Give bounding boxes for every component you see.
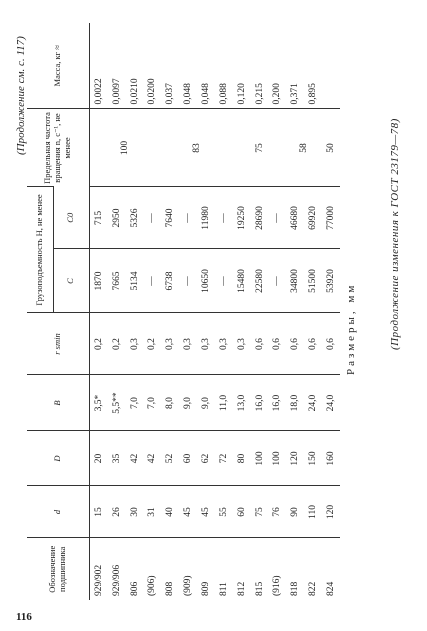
sizes-caption: Размеры, мм <box>345 282 357 375</box>
cell-C0: 7640 <box>161 187 179 249</box>
cell-C0: — <box>215 187 233 249</box>
header-note: (Продолжение изменения к ГОСТ 23179—78) <box>389 118 401 350</box>
cell-D: 42 <box>126 431 144 486</box>
cell-d: 31 <box>143 486 161 538</box>
cell-C0: 5326 <box>126 187 144 249</box>
cell-C: 5134 <box>126 249 144 313</box>
cell-d: 45 <box>179 486 197 538</box>
cell-C0: 46680 <box>286 187 304 249</box>
cell-r: 0,2 <box>89 313 108 375</box>
cell-B: 5,5** <box>108 375 126 431</box>
cell-designation: 929/902 <box>89 538 108 600</box>
cell-mass: 0,371 <box>290 83 301 105</box>
cell-D: 100 <box>268 431 286 486</box>
cell-d: 40 <box>161 486 179 538</box>
cell-B: 7,0 <box>126 375 144 431</box>
table-row <box>89 23 108 600</box>
cell-B: 18,0 <box>286 375 304 431</box>
col-header-load-group: Грузоподъемность Н, не менее <box>27 187 53 313</box>
table-row <box>286 23 304 600</box>
cell-C: 15480 <box>233 249 251 313</box>
cell-r: 0,6 <box>251 313 269 375</box>
cell-r: 0,3 <box>197 313 215 375</box>
cell-d: 30 <box>126 486 144 538</box>
cell-mass: 0,048 <box>200 83 211 105</box>
cell-speed: 50 <box>322 109 340 187</box>
cell-r: 0,3 <box>161 313 179 375</box>
cell-designation: 818 <box>286 538 304 600</box>
cell-B: 16,0 <box>268 375 286 431</box>
cell-designation: (909) <box>179 538 197 600</box>
cell-speed: 83 <box>161 109 232 187</box>
cell-designation: (906) <box>143 538 161 600</box>
cell-C: — <box>215 249 233 313</box>
cell-C0: 11980 <box>197 187 215 249</box>
col-header-d: d <box>27 486 89 538</box>
cell-designation: 929/906 <box>108 538 126 600</box>
cell-mass: 0,200 <box>272 83 283 105</box>
cell-B: 7,0 <box>143 375 161 431</box>
cell-C: 51500 <box>304 249 322 313</box>
cell-D: 20 <box>89 431 108 486</box>
cell-mass: 0,0022 <box>93 78 104 105</box>
cell-D: 150 <box>304 431 322 486</box>
cell-B: 24,0 <box>304 375 322 431</box>
cell-C: 6738 <box>161 249 179 313</box>
cell-designation: 822 <box>304 538 322 600</box>
cell-designation: 812 <box>233 538 251 600</box>
cell-designation: 806 <box>126 538 144 600</box>
cell-D: 72 <box>215 431 233 486</box>
cell-C0: 2950 <box>108 187 126 249</box>
cell-mass: 0,895 <box>308 83 319 105</box>
cell-B: 11,0 <box>215 375 233 431</box>
cell-C: 34800 <box>286 249 304 313</box>
cell-C: 53920 <box>322 249 340 313</box>
cell-C0: 77000 <box>322 187 340 249</box>
cell-D: 120 <box>286 431 304 486</box>
cell-r: 0,6 <box>268 313 286 375</box>
cell-D: 42 <box>143 431 161 486</box>
page-number: 116 <box>16 611 32 623</box>
cell-designation: 824 <box>322 538 340 600</box>
cell-mass <box>322 23 340 109</box>
cell-C0: — <box>268 187 286 249</box>
cell-r: 0,2 <box>108 313 126 375</box>
cell-B: 9,0 <box>179 375 197 431</box>
cell-C: 1870 <box>89 249 108 313</box>
cell-designation: 811 <box>215 538 233 600</box>
footer-note: (Продолжение см. с. 117) <box>15 36 27 155</box>
cell-r: 0,6 <box>286 313 304 375</box>
cell-mass: 0,088 <box>218 83 229 105</box>
cell-designation: (916) <box>268 538 286 600</box>
cell-C0: 715 <box>89 187 108 249</box>
cell-B: 9,0 <box>197 375 215 431</box>
cell-mass: 0,048 <box>183 83 194 105</box>
cell-speed: 75 <box>233 109 287 187</box>
cell-r: 0,3 <box>126 313 144 375</box>
cell-C0: 69920 <box>304 187 322 249</box>
cell-designation: 815 <box>251 538 269 600</box>
cell-D: 80 <box>233 431 251 486</box>
cell-mass: 0,0210 <box>129 78 140 105</box>
cell-D: 160 <box>322 431 340 486</box>
cell-C: — <box>268 249 286 313</box>
cell-r: 0,3 <box>179 313 197 375</box>
cell-C: 22580 <box>251 249 269 313</box>
cell-speed: 100 <box>89 109 161 187</box>
cell-speed: 58 <box>286 109 322 187</box>
cell-designation: 809 <box>197 538 215 600</box>
cell-mass: 0,215 <box>254 83 265 105</box>
cell-D: 35 <box>108 431 126 486</box>
cell-D: 60 <box>179 431 197 486</box>
cell-r: 0,2 <box>143 313 161 375</box>
cell-designation: 808 <box>161 538 179 600</box>
cell-C0: 19250 <box>233 187 251 249</box>
col-header-B: B <box>27 375 89 431</box>
col-header-rsmin: r smin <box>27 313 89 375</box>
cell-C: 7665 <box>108 249 126 313</box>
cell-C0: 28690 <box>251 187 269 249</box>
table-row <box>322 23 340 600</box>
cell-mass: 0,037 <box>165 83 176 105</box>
col-header-D: D <box>27 431 89 486</box>
cell-r: 0,6 <box>322 313 340 375</box>
col-header-C: C <box>53 249 89 313</box>
table-row <box>233 23 251 600</box>
cell-D: 100 <box>251 431 269 486</box>
col-header-speed: Предельная частота вращения n, с⁻¹, не менее <box>27 109 89 187</box>
cell-d: 76 <box>268 486 286 538</box>
cell-D: 62 <box>197 431 215 486</box>
cell-B: 3,5* <box>89 375 108 431</box>
cell-mass: 0,120 <box>236 83 247 105</box>
table-row <box>161 23 179 600</box>
cell-C: 10650 <box>197 249 215 313</box>
cell-d: 55 <box>215 486 233 538</box>
cell-mass: 0,0200 <box>147 78 158 105</box>
cell-d: 26 <box>108 486 126 538</box>
cell-C: — <box>179 249 197 313</box>
cell-r: 0,3 <box>215 313 233 375</box>
cell-B: 13,0 <box>233 375 251 431</box>
cell-d: 90 <box>286 486 304 538</box>
cell-C0: — <box>179 187 197 249</box>
col-header-mass: Масса, кг ≈ <box>27 23 89 109</box>
cell-d: 75 <box>251 486 269 538</box>
cell-d: 110 <box>304 486 322 538</box>
cell-d: 120 <box>322 486 340 538</box>
cell-r: 0,3 <box>233 313 251 375</box>
cell-mass: 0,0097 <box>111 78 122 105</box>
cell-B: 8,0 <box>161 375 179 431</box>
col-header-designation: Обозначение подшипника <box>27 538 89 600</box>
cell-r: 0,6 <box>304 313 322 375</box>
cell-D: 52 <box>161 431 179 486</box>
cell-d: 45 <box>197 486 215 538</box>
cell-d: 60 <box>233 486 251 538</box>
rotated-page <box>0 5 427 605</box>
cell-C: — <box>143 249 161 313</box>
cell-C0: — <box>143 187 161 249</box>
cell-B: 16,0 <box>251 375 269 431</box>
cell-d: 15 <box>89 486 108 538</box>
cell-B: 24,0 <box>322 375 340 431</box>
bearing-table <box>27 23 340 600</box>
col-header-C0: C0 <box>53 187 89 249</box>
